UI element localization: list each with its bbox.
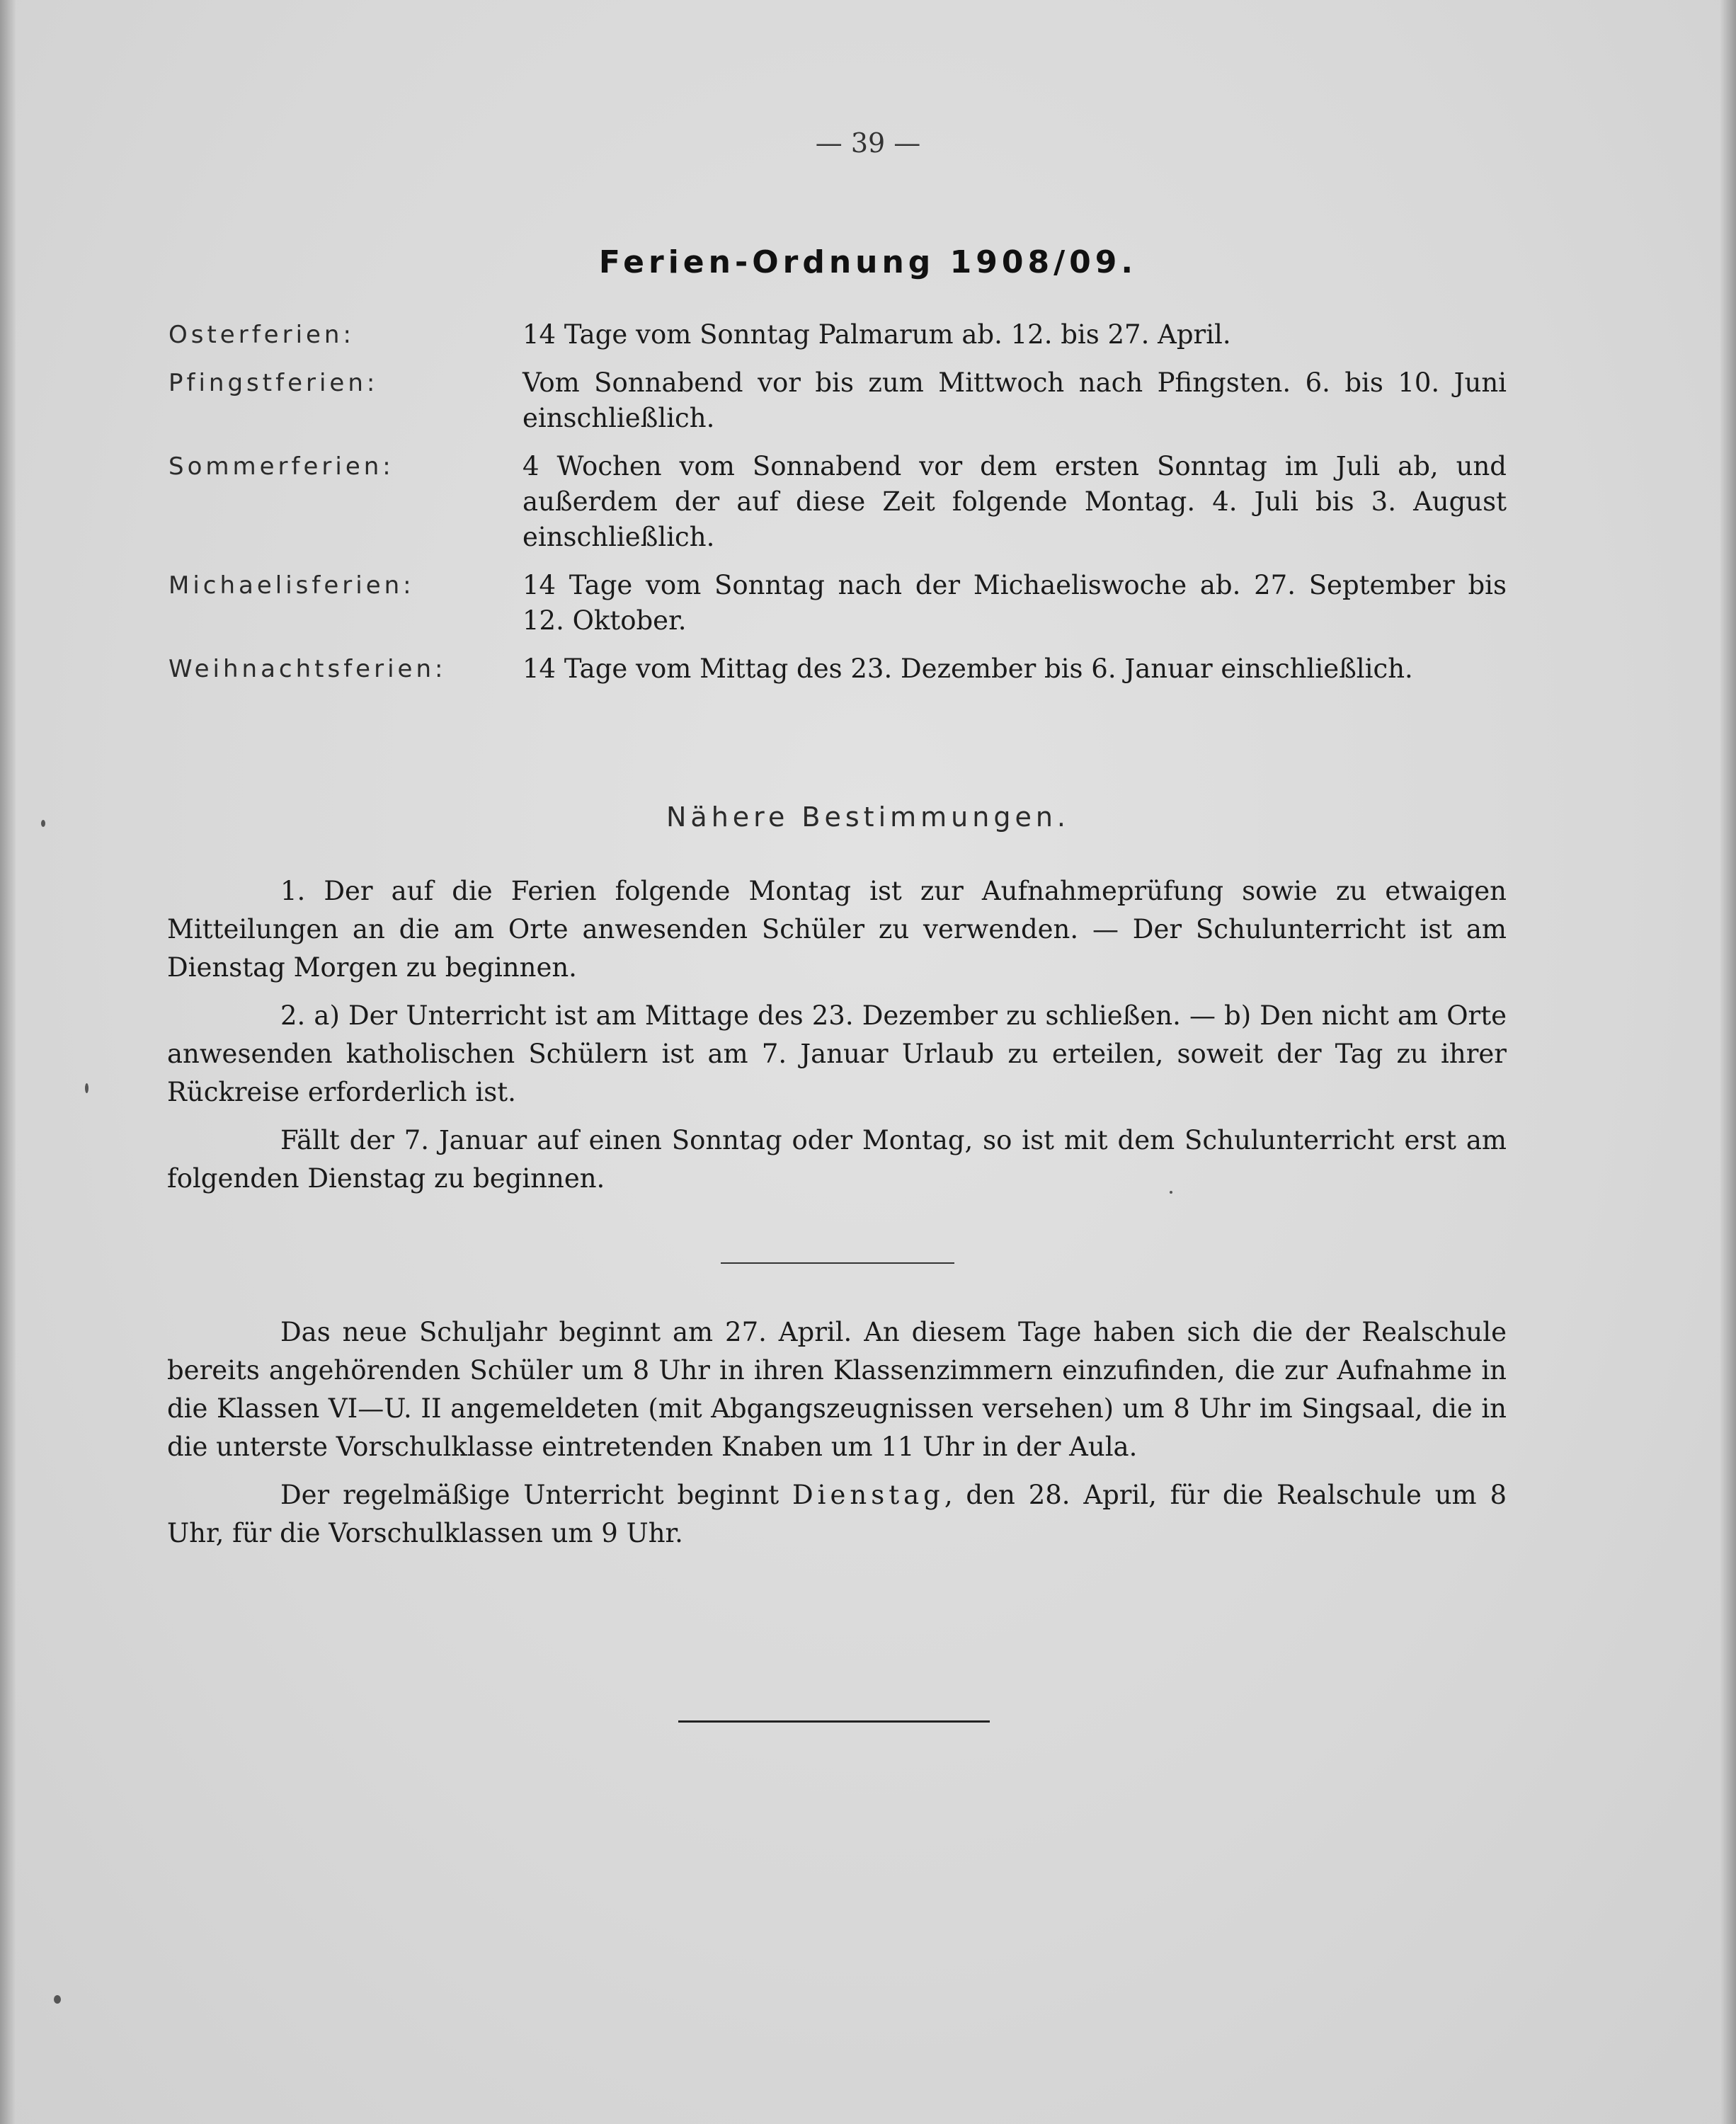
paper-speck [41,820,45,827]
regular-start-after: , den 28. April, für die Realschule um 8 Uhr, für die Vorschulklassen um 9 Uhr. [167,1480,1507,1548]
schedule-label: Osterferien: [169,321,355,349]
provision-paragraph: Fällt der 7. Januar auf einen Sonntag oder Montag, so ist mit dem Schulunterricht erst am folgenden Dienstag zu beginnen. [167,1125,1507,1194]
schedule-row-christmas [169,651,1507,687]
end-divider [678,1720,990,1723]
schedule-row-michaelmas [169,568,1507,639]
regular-start-emphasis: Dienstag [792,1480,944,1510]
section-subtitle: Nähere Bestimmungen. [666,801,1070,833]
schedule-text: Vom Sonnabend vor bis zum Mittwoch nach Pfingsten. 6. bis 10. Juni einschließlich. [522,367,1507,433]
page-title: Ferien-Ordnung 1908/09. [598,244,1138,280]
schedule-text: 14 Tage vom Sonntag Palmarum ab. 12. bis 27. April. [522,319,1231,350]
section-divider [721,1262,954,1264]
regular-start-before: Der regelmäßige Unterricht beginnt [280,1480,792,1510]
page-edge-right [1720,0,1736,2124]
provision-paragraph: 1. Der auf die Ferien folgende Montag ist zur Aufnahmeprüfung sowie zu etwaigen Mitteilungen an die am Orte anwesenden Schüler zu verwenden. — Der Schulunterricht ist am Dienstag Morgen zu beginnen. [167,876,1507,983]
schedule-row-pentecost [169,365,1507,436]
regular-start-paragraph [167,1476,1507,1553]
paper-speck [1170,1191,1172,1194]
schedule-label: Pfingstferien: [169,369,379,397]
provision-paragraph: 2. a) Der Unterricht ist am Mittage des 23. Dezember zu schließen. — b) Den nicht am Orte anwesenden katholischen Schülern ist am 7. Januar Urlaub zu erteilen, soweit der Tag zu ihrer Rückreise erforderlich ist. [167,1000,1507,1107]
schedule-label: Michaelisferien: [169,571,415,600]
page-number: — 39 — [815,127,921,159]
schedule-text: 14 Tage vom Mittag des 23. Dezember bis 6. Januar einschließlich. [522,653,1413,684]
paper-speck [85,1083,88,1093]
schedule-text: 4 Wochen vom Sonnabend vor dem ersten Sonntag im Juli ab, und außerdem der auf diese Zeit folgende Montag. 4. Juli bis 3. August einschließlich. [522,451,1507,552]
provisions-section [167,872,1507,1208]
holiday-schedule [169,317,1507,700]
schedule-label: Sommerferien: [169,452,394,481]
page-edge-left [0,0,16,2124]
school-year-section [167,1313,1507,1563]
schedule-row-easter [169,317,1507,353]
schedule-text: 14 Tage vom Sonntag nach der Michaeliswoche ab. 27. September bis 12. Oktober. [522,570,1507,636]
school-year-paragraph: Das neue Schuljahr beginnt am 27. April. An diesem Tage haben sich die der Realschule bereits angehörenden Schüler um 8 Uhr in ihren Klassenzimmern einzufinden, die zur Aufnahme in die Klassen VI—U. II angemeldeten (mit Abgangszeugnissen versehen) um 8 Uhr im Singsaal, die in die unterste Vorschulklasse eintretenden Knaben um 11 Uhr in der Aula. [167,1317,1507,1462]
schedule-row-summer [169,449,1507,555]
paper-speck [54,1995,61,2004]
schedule-label: Weihnachtsferien: [169,655,447,683]
